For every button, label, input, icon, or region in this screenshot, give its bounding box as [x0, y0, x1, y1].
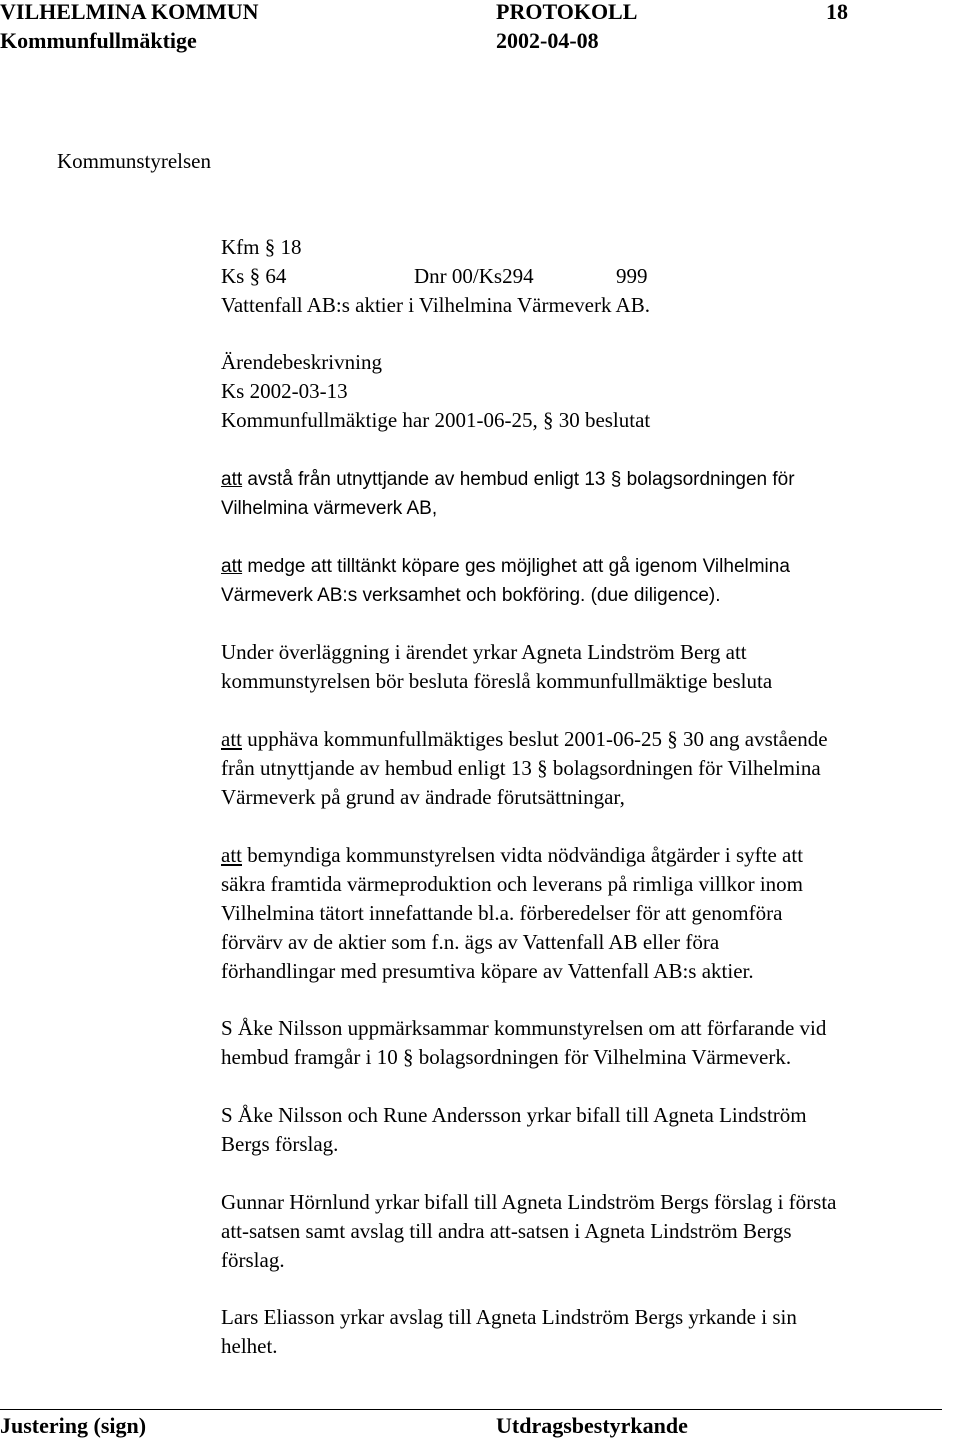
proposal-2-line1	[221, 841, 803, 870]
proposal-1-line3: Värmeverk på grund av ändrade förutsättningar,	[221, 785, 625, 809]
header-org: VILHELMINA KOMMUN	[0, 0, 259, 24]
case-kfm: Kfm § 18	[221, 235, 302, 259]
discussion-p4-line1: Gunnar Hörnlund yrkar bifall till Agneta Lindström Bergs förslag i första	[221, 1190, 837, 1214]
case-ks: Ks § 64	[221, 264, 287, 288]
header-page-number: 18	[826, 0, 848, 24]
att-keyword: att	[221, 843, 242, 867]
proposal-2-line3: Vilhelmina tätort innefattande bl.a. förberedelser för att genomföra	[221, 901, 783, 925]
case-dnr: Dnr 00/Ks294	[414, 264, 534, 288]
header-doc-type: PROTOKOLL	[496, 0, 638, 24]
proposal-1-line2: från utnyttjande av hembud enligt 13 § bolagsordningen för Vilhelmina	[221, 756, 821, 780]
att-keyword: att	[221, 469, 243, 490]
att-keyword: att	[221, 727, 242, 751]
proposal-2-line5: förhandlingar med presumtiva köpare av Vattenfall AB:s aktier.	[221, 959, 754, 983]
att-keyword: att	[221, 556, 243, 577]
discussion-p5-line2: helhet.	[221, 1334, 278, 1358]
description-heading: Ärendebeskrivning	[221, 350, 382, 374]
proposal-2-text: bemyndiga kommunstyrelsen vidta nödvändiga åtgärder i syfte att	[242, 843, 804, 867]
header-date: 2002-04-08	[496, 28, 599, 53]
footer-rule	[0, 1409, 942, 1410]
footer-signature-label: Justering (sign)	[0, 1413, 147, 1438]
footer-extract-label: Utdragsbestyrkande	[496, 1413, 688, 1438]
discussion-p2-line1: S Åke Nilsson uppmärksammar kommunstyrelsen om att förfarande vid	[221, 1016, 827, 1040]
description-point-2	[221, 552, 790, 581]
description-ks-date: Ks 2002-03-13	[221, 379, 348, 403]
case-subject: Vattenfall AB:s aktier i Vilhelmina Värmeverk AB.	[221, 293, 650, 317]
discussion-p5-line1: Lars Eliasson yrkar avslag till Agneta Lindström Bergs yrkande i sin	[221, 1305, 797, 1329]
header-body: Kommunfullmäktige	[0, 28, 197, 53]
discussion-p2-line2: hembud framgår i 10 § bolagsordningen för Vilhelmina Värmeverk.	[221, 1045, 792, 1069]
point-2-text: medge att tilltänkt köpare ges möjlighet att gå igenom Vilhelmina	[242, 556, 790, 577]
from-label: Kommunstyrelsen	[57, 149, 211, 173]
description-point-2-cont: Värmeverk AB:s verksamhet och bokföring. (due diligence).	[221, 585, 721, 606]
discussion-p4-line2: att-satsen samt avslag till andra att-satsen i Agneta Lindström Bergs	[221, 1219, 792, 1243]
discussion-p3-line2: Bergs förslag.	[221, 1132, 339, 1156]
proposal-1-text: upphäva kommunfullmäktiges beslut 2001-06-25 § 30 ang avstående	[242, 727, 828, 751]
point-1-text: avstå från utnyttjande av hembud enligt 13 § bolagsordningen för	[242, 469, 795, 490]
proposal-2-line2: säkra framtida värmeproduktion och leverans på rimliga villkor inom	[221, 872, 803, 896]
description-point-1	[221, 465, 795, 494]
discussion-p4-line3: förslag.	[221, 1248, 285, 1272]
discussion-p1-line2: kommunstyrelsen bör besluta föreslå kommunfullmäktige besluta	[221, 669, 773, 693]
proposal-2-line4: förvärv av de aktier som f.n. ägs av Vattenfall AB eller föra	[221, 930, 720, 954]
description-intro: Kommunfullmäktige har 2001-06-25, § 30 beslutat	[221, 408, 651, 432]
case-code: 999	[616, 264, 648, 288]
discussion-p1-line1: Under överläggning i ärendet yrkar Agneta Lindström Berg att	[221, 640, 747, 664]
proposal-1-line1	[221, 725, 828, 754]
discussion-p3-line1: S Åke Nilsson och Rune Andersson yrkar bifall till Agneta Lindström	[221, 1103, 807, 1127]
description-point-1-cont: Vilhelmina värmeverk AB,	[221, 498, 438, 519]
